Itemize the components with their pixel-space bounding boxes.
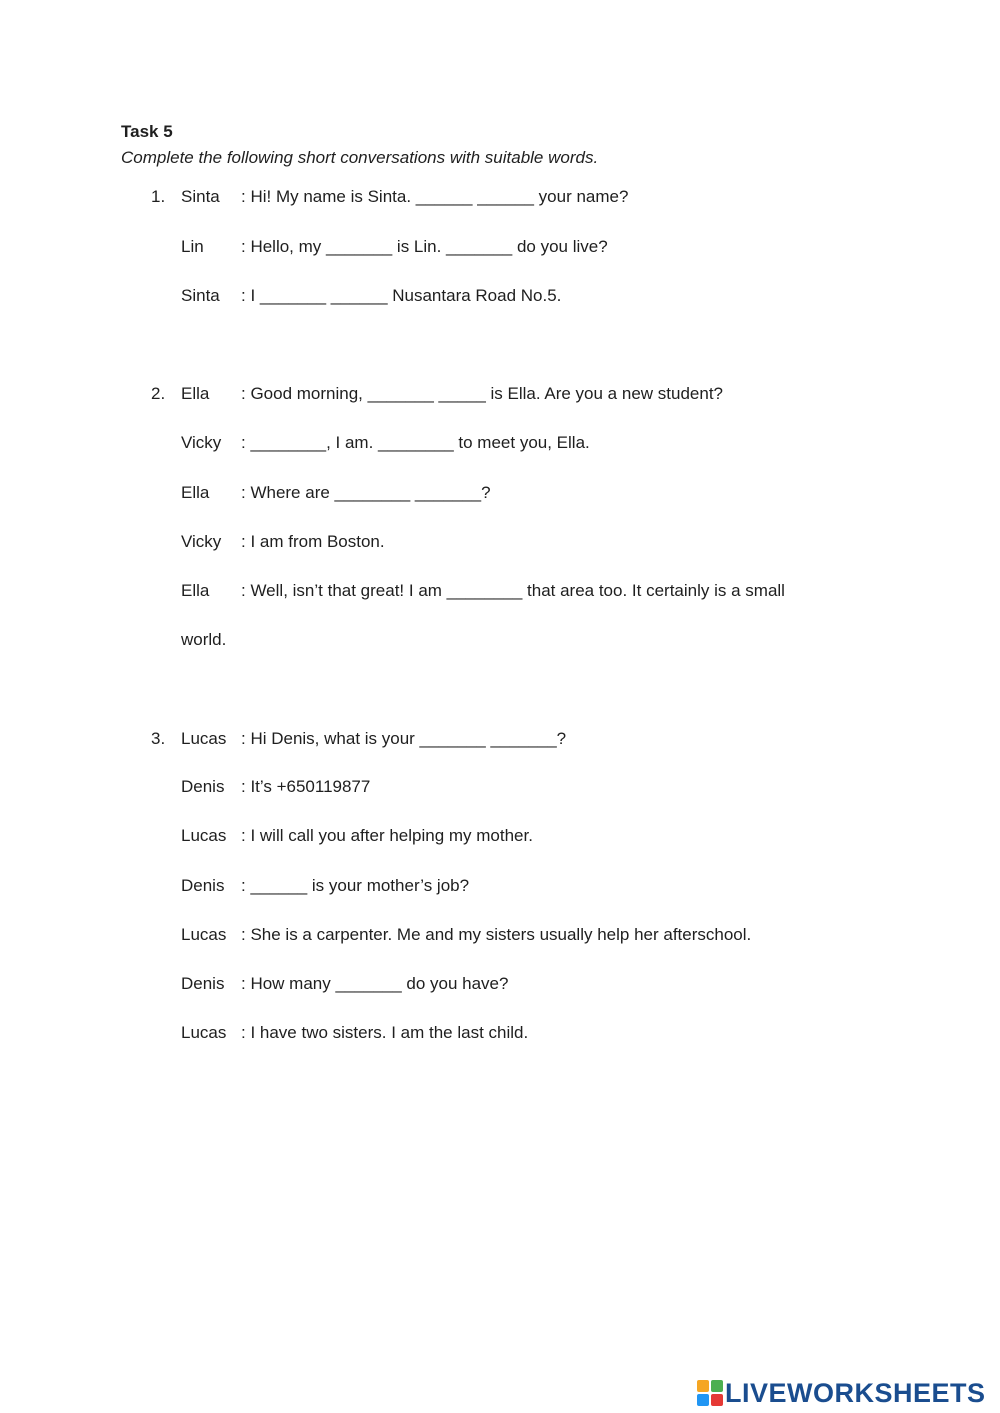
speaker-name: Lucas <box>181 826 227 845</box>
speech-text[interactable]: : I _______ ______ Nusantara Road No.5. <box>241 286 562 305</box>
speaker-name: Sinta <box>181 187 220 206</box>
speech-text[interactable]: : ________, I am. ________ to meet you, Ella. <box>241 433 590 452</box>
speech-text[interactable]: : Hello, my _______ is Lin. _______ do you live? <box>241 237 608 256</box>
conversation-number: 3. <box>151 729 166 748</box>
logo-text: LIVEWORKSHEETS <box>725 1377 986 1408</box>
speech-text: : It’s +650119877 <box>241 777 371 796</box>
logo-mark-square <box>711 1380 723 1392</box>
speech-text[interactable]: : Where are ________ _______? <box>241 483 491 502</box>
speaker-name: Denis <box>181 974 225 993</box>
speaker-name: Denis <box>181 777 225 796</box>
logo-mark-square <box>697 1394 709 1406</box>
speech-text: : She is a carpenter. Me and my sisters usually help her afterschool. <box>241 925 752 944</box>
speech-text: : I will call you after helping my mother. <box>241 826 533 845</box>
conversation-number: 2. <box>151 384 166 403</box>
speaker-name: Vicky <box>181 532 222 551</box>
speech-text[interactable]: : ______ is your mother’s job? <box>241 876 470 895</box>
speaker-name: Lucas <box>181 729 227 748</box>
speech-text: : I am from Boston. <box>241 532 385 551</box>
speech-text[interactable]: : Good morning, _______ _____ is Ella. Are you a new student? <box>241 384 723 403</box>
speaker-name: Sinta <box>181 286 220 305</box>
speaker-name: Vicky <box>181 433 222 452</box>
speaker-name: Lucas <box>181 925 227 944</box>
speaker-name: Ella <box>181 483 210 502</box>
speaker-name: Ella <box>181 384 210 403</box>
task-title: Task 5 <box>121 122 173 141</box>
speaker-name: Lin <box>181 237 204 256</box>
speaker-name: Ella <box>181 581 210 600</box>
speech-text: : I have two sisters. I am the last child. <box>241 1023 529 1042</box>
conversation-number: 1. <box>151 187 166 206</box>
logo-mark-icon <box>697 1380 723 1406</box>
task-instruction: Complete the following short conversations with suitable words. <box>121 148 599 167</box>
speech-text[interactable]: : Well, isn’t that great! I am ________ that area too. It certainly is a small <box>241 581 785 600</box>
liveworksheets-logo[interactable] <box>697 1378 986 1408</box>
logo-mark-square <box>697 1380 709 1392</box>
speech-text[interactable]: : Hi! My name is Sinta. ______ ______ your name? <box>241 187 629 206</box>
speaker-name: Denis <box>181 876 225 895</box>
logo-mark-square <box>711 1394 723 1406</box>
speech-text[interactable]: : Hi Denis, what is your _______ _______? <box>241 729 567 748</box>
speaker-name: Lucas <box>181 1023 227 1042</box>
speech-text[interactable]: : How many _______ do you have? <box>241 974 509 993</box>
speech-text-continuation: world. <box>181 630 227 649</box>
